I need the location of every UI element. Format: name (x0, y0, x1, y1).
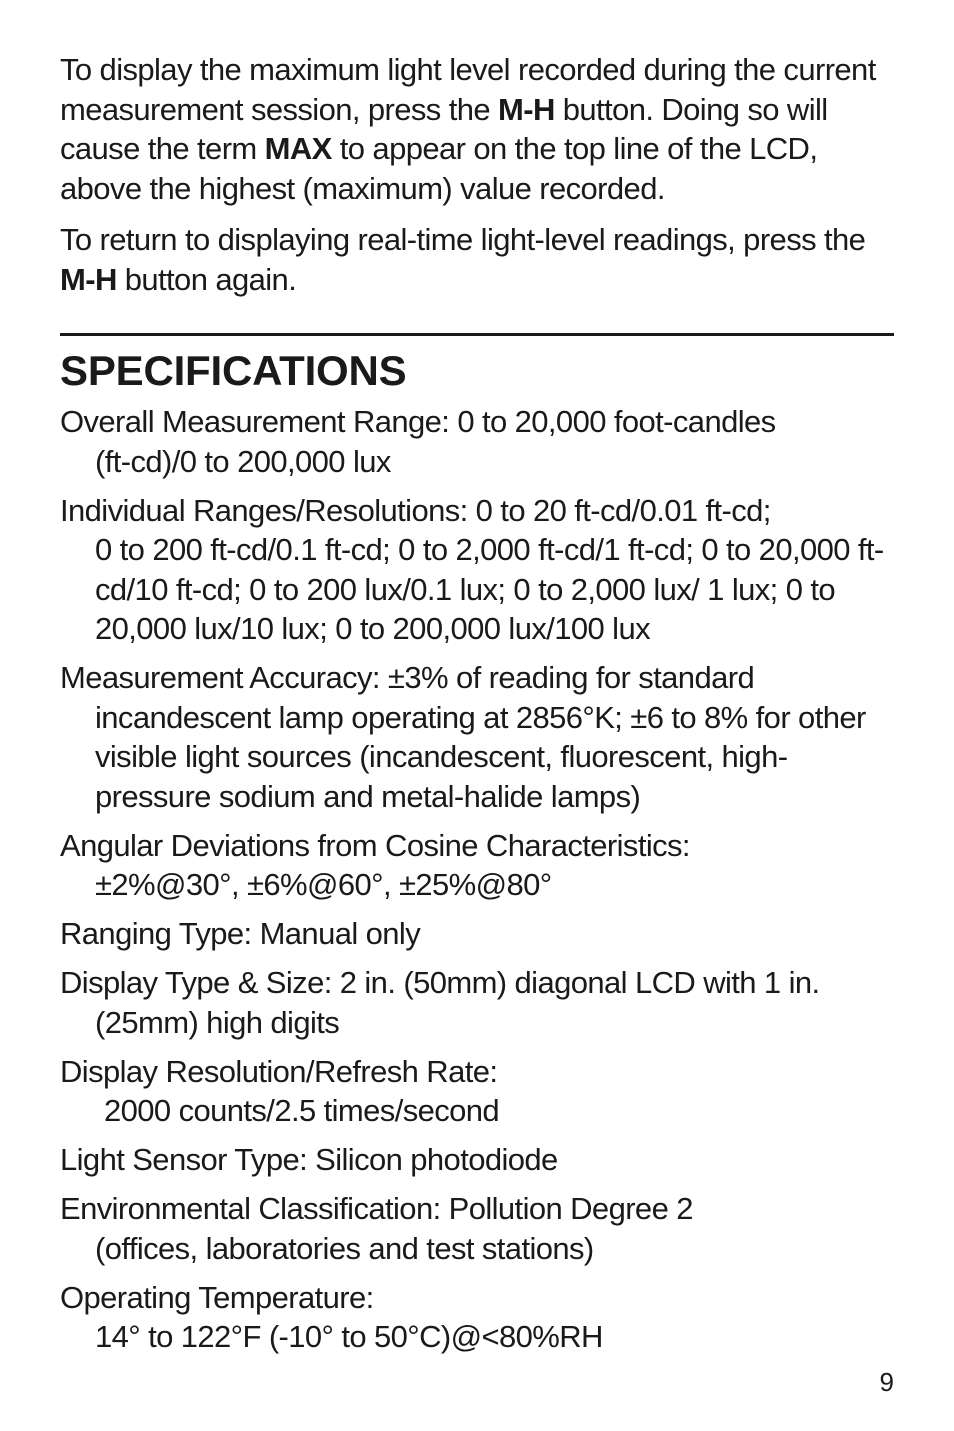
intro-text: to appear on the top line of the LCD, above the highest (maximum) value recorded. (60, 131, 818, 206)
max-term: MAX (264, 131, 332, 166)
spec-continuation: 2000 counts/2.5 times/second (104, 1093, 500, 1128)
intro-text: button. Doing so will cause the term (60, 91, 828, 166)
spec-item-overall-range (60, 402, 896, 481)
page-number: 9 (879, 1367, 894, 1397)
spec-line: Ranging Type: Manual only (60, 916, 421, 951)
intro-text: button again. (116, 261, 297, 297)
spec-continuation: 14° to 122°F (-10° to 50°C)@<80%RH (95, 1319, 603, 1354)
mh-button-term: M-H (498, 91, 555, 127)
section-divider (60, 333, 894, 336)
spec-continuation: (offices, laboratories and test stations) (95, 1230, 594, 1266)
spec-item-ranging-type (60, 914, 896, 954)
spec-line: Light Sensor Type: Silicon photodiode (60, 1142, 558, 1177)
spec-continuation: 0 to 200 ft-cd/0.1 ft-cd; 0 to 2,000 ft-cd/1 ft-cd; 0 to 20,000 ft-cd/10 ft-cd; 0 to 200 lux/0.1 lux; 0 to 2,000 lux/ 1 lux; 0 to 20,000 lux/10 lux; 0 to 200,000 lux/100 lux (95, 532, 884, 646)
spec-item-display-resolution (60, 1052, 896, 1131)
intro-text: To return to displaying real-time light-level readings, press the (60, 222, 866, 257)
intro-paragraph-return (60, 220, 896, 299)
spec-line: Display Resolution/Refresh Rate: (60, 1053, 498, 1089)
spec-continuation: ±2%@30°, ±6%@60°, ±25%@80° (95, 867, 552, 902)
spec-item-sensor-type (60, 1140, 896, 1180)
section-heading: SPECIFICATIONS (60, 347, 407, 394)
spec-item-angular-deviations (60, 826, 896, 905)
spec-line: Overall Measurement Range: 0 to 20,000 foot-candles (60, 404, 776, 439)
spec-line: Environmental Classification: Pollution Degree 2 (60, 1191, 693, 1226)
spec-line: Operating Temperature: (60, 1279, 374, 1315)
manual-page (60, 50, 896, 1366)
intro-paragraph-max (60, 50, 896, 208)
spec-continuation: (25mm) high digits (95, 1004, 340, 1040)
spec-item-accuracy (60, 658, 896, 816)
spec-item-display-type (60, 963, 896, 1042)
spec-item-individual-ranges (60, 491, 896, 649)
spec-line: Measurement Accuracy: ±3% of reading for standard (60, 660, 755, 695)
spec-line: Display Type & Size: 2 in. (50mm) diagonal LCD with 1 in. (60, 965, 820, 1000)
spec-item-environmental (60, 1189, 896, 1268)
spec-line: Individual Ranges/Resolutions: 0 to 20 ft-cd/0.01 ft-cd; (60, 492, 771, 528)
intro-text: To display the maximum light level recorded during the current measurement session, press the (60, 52, 876, 127)
mh-button-term: M-H (60, 261, 117, 297)
spec-line: Angular Deviations from Cosine Characteristics: (60, 827, 690, 863)
spec-item-operating-temperature (60, 1278, 896, 1357)
spec-continuation: incandescent lamp operating at 2856°K; ±6 to 8% for other visible light sources (incandescent, fluorescent, high-pressure sodium and metal-halide lamps) (95, 699, 866, 814)
spec-continuation: (ft-cd)/0 to 200,000 lux (95, 443, 391, 479)
